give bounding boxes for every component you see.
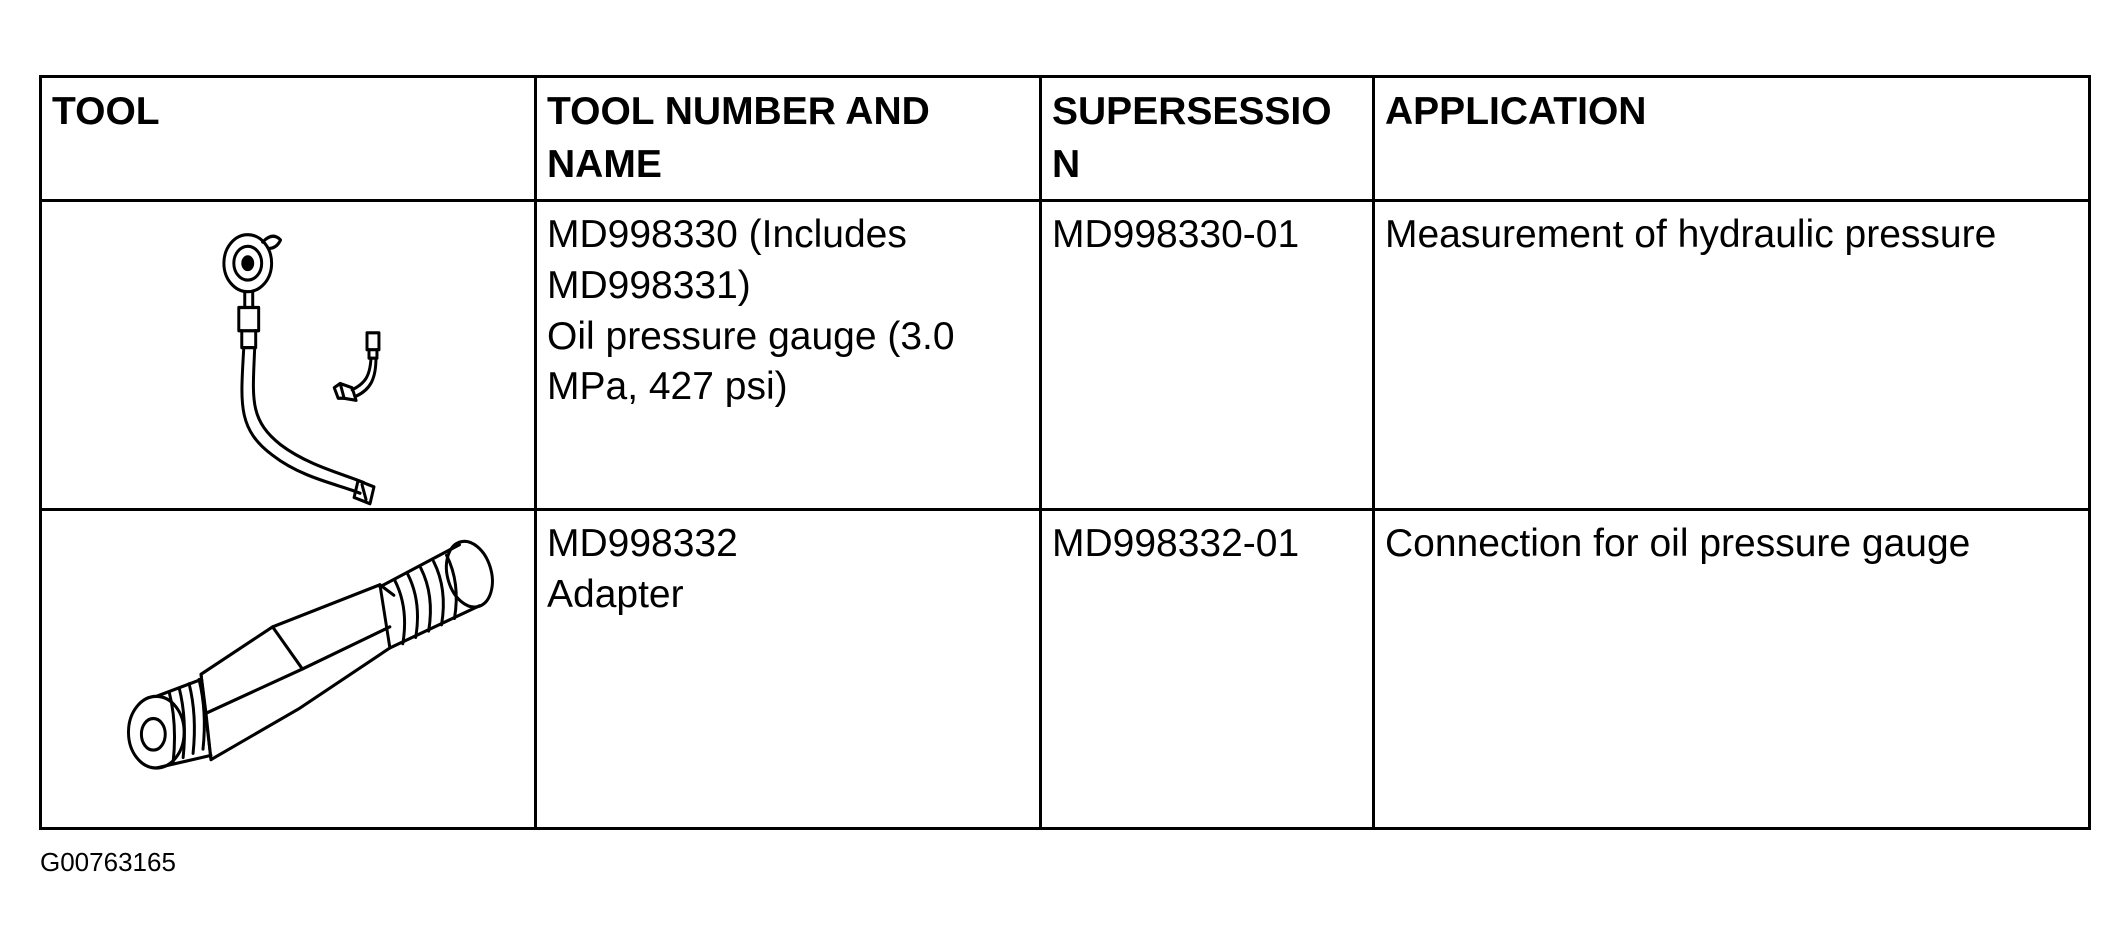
tool-number-line: MD998330 (Includes xyxy=(547,213,907,257)
tool-illustration-cell xyxy=(41,201,536,510)
header-tool-number-line-2: NAME xyxy=(547,142,662,186)
header-supersession-line-2: N xyxy=(1052,142,1081,186)
header-tool: TOOL xyxy=(41,77,536,201)
tool-number-line: MD998331) xyxy=(547,263,751,307)
table-row xyxy=(41,201,2090,510)
application-cell: Connection for oil pressure gauge xyxy=(1374,510,2090,829)
supersession-cell: MD998332-01 xyxy=(1041,510,1374,829)
header-supersession xyxy=(1041,77,1374,201)
tool-number-line: MD998332 xyxy=(547,522,738,566)
header-supersession-line-1: SUPERSESSIO xyxy=(1052,90,1332,133)
figure-code: G00763165 xyxy=(40,847,176,877)
table-header-row xyxy=(41,77,2090,201)
tool-name-line: Oil pressure gauge (3.0 xyxy=(547,314,955,358)
tool-number-and-name-cell xyxy=(536,510,1041,829)
tool-name-line: MPa, 427 psi) xyxy=(547,365,788,409)
table-row xyxy=(41,510,2090,829)
special-tools-table xyxy=(39,75,2091,830)
supersession-cell: MD998330-01 xyxy=(1041,201,1374,510)
tool-illustration-cell xyxy=(41,510,536,829)
header-application: APPLICATION xyxy=(1374,77,2090,201)
header-tool-number-line-1: TOOL NUMBER AND xyxy=(547,90,930,133)
header-tool-number-and-name xyxy=(536,77,1041,201)
oil-pressure-gauge-icon xyxy=(42,202,534,508)
adapter-icon xyxy=(42,511,534,827)
tool-name-line: Adapter xyxy=(547,572,684,616)
tool-number-and-name-cell xyxy=(536,201,1041,510)
application-cell: Measurement of hydraulic pressure xyxy=(1374,201,2090,510)
